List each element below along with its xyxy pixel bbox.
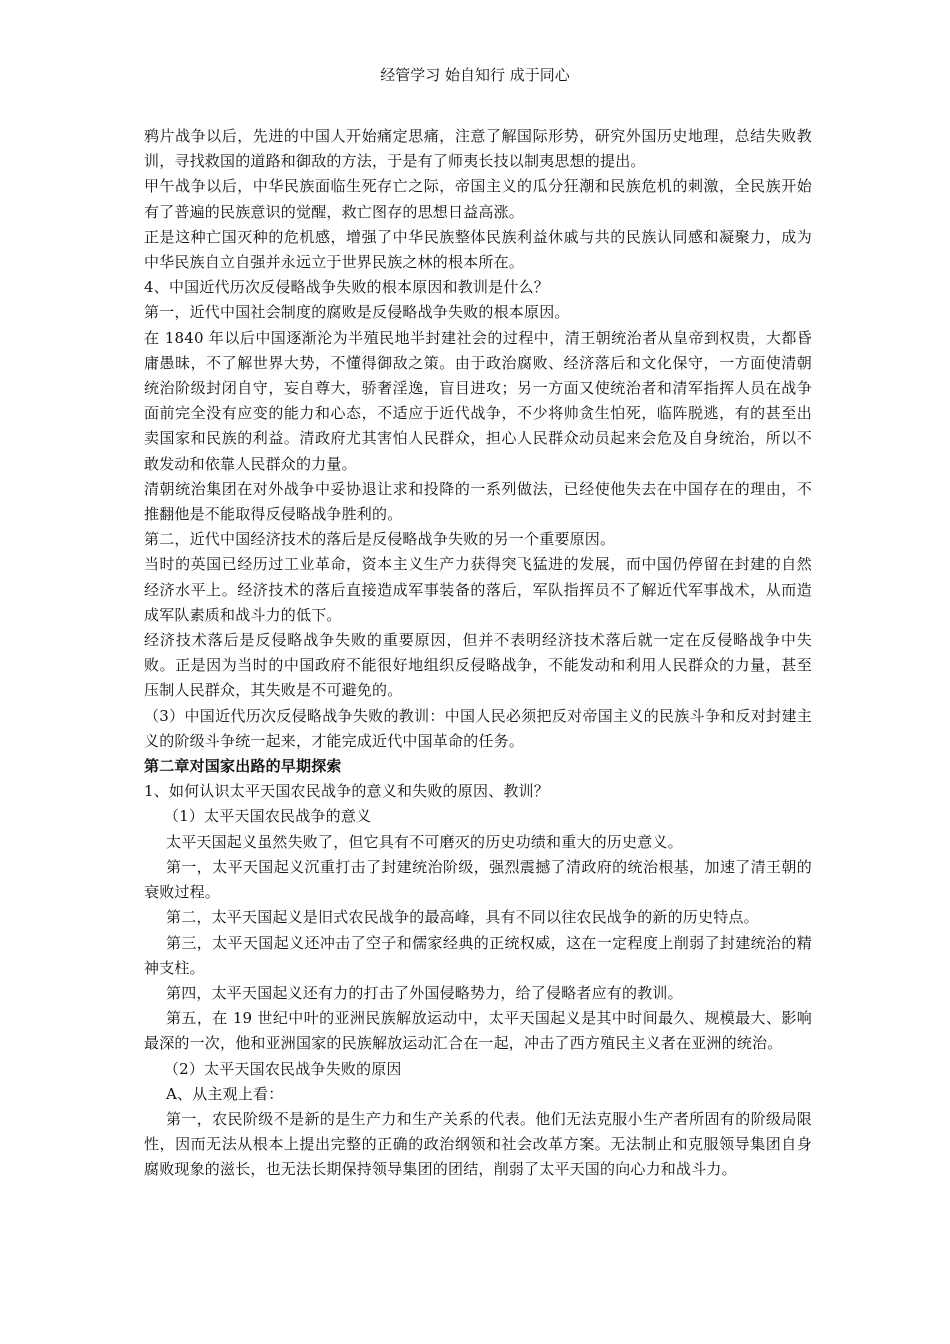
paragraph: 清朝统治集团在对外战争中妥协退让求和投降的一系列做法，已经使他失去在中国存在的理由，不推翻他是不能取得反侵略战争胜利的。 xyxy=(144,479,812,524)
paragraph: 经济技术落后是反侵略战争失败的重要原因，但并不表明经济技术落后就一定在反侵略战争中失败。正是因为当时的中国政府不能很好地组织反侵略战争，不能发动和利用人民群众的力量，甚至压制人民群众，其失败是不可避免的。 xyxy=(144,631,812,700)
paragraph: 第二，近代中国经济技术的落后是反侵略战争失败的另一个重要原因。 xyxy=(144,530,616,549)
page-header: 经管学习 始自知行 成于同心 xyxy=(380,66,570,84)
paragraph: 正是这种亡国灭种的危机感，增强了中华民族整体民族利益休戚与共的民族认同感和凝聚力，成为中华民族自立自强并永远立于世界民族之林的根本所在。 xyxy=(144,227,812,272)
paragraph: 第四，太平天国起义还有力的打击了外国侵略势力，给了侵略者应有的教训。 xyxy=(166,983,683,1002)
paragraph: 当时的英国已经历过工业革命，资本主义生产力获得突飞猛进的发展，而中国仍停留在封建的自然经济水平上。经济技术的落后直接造成军事装备的落后，军队指挥员不了解近代军事战术，从而造成军队素质和战斗力的低下。 xyxy=(144,555,812,624)
subsection-heading: A、从主观上看： xyxy=(166,1084,284,1103)
section-heading: （1）太平天国农民战争的意义 xyxy=(144,807,372,826)
section-heading: （2）太平天国农民战争失败的原因 xyxy=(144,1059,402,1078)
chapter-heading: 第二章对国家出路的早期探索 xyxy=(144,757,342,776)
paragraph: 在 1840 年以后中国逐渐沦为半殖民地半封建社会的过程中，清王朝统治者从皇帝到权贵，大都昏庸愚昧，不了解世界大势，不懂得御敌之策。由于政治腐败、经济落后和文化保守，一方面使清朝统治阶级封闭自守，妄自尊大，骄奢淫逸，盲目进攻；另一方面又使统治者和清军指挥人员在战争面前完全没有应变的能力和心态，不适应于近代战争，不少将帅贪生怕死，临阵脱逃，有的甚至出卖国家和民族的利益。清政府尤其害怕人民群众，担心人民群众动员起来会危及自身统治，所以不敢发动和依靠人民群众的力量。 xyxy=(144,328,812,473)
question-heading: 1、如何认识太平天国农民战争的意义和失败的原因、教训？ xyxy=(144,782,549,801)
paragraph: 太平天国起义虽然失败了，但它具有不可磨灭的历史功绩和重大的历史意义。 xyxy=(166,832,683,851)
paragraph: 鸦片战争以后，先进的中国人开始痛定思痛，注意了解国际形势，研究外国历史地理，总结失败教训，寻找救国的道路和御敌的方法，于是有了师夷长技以制夷思想的提出。 xyxy=(144,127,812,171)
paragraph: （3）中国近代历次反侵略战争失败的教训：中国人民必须把反对帝国主义的民族斗争和反对封建主义的阶级斗争统一起来，才能完成近代中国革命的任务。 xyxy=(144,706,812,750)
document-body xyxy=(144,124,812,1183)
paragraph: 第一，太平天国起义沉重打击了封建统治阶级，强烈震撼了清政府的统治根基，加速了清王朝的衰败过程。 xyxy=(144,857,812,902)
question-heading: 4、中国近代历次反侵略战争失败的根本原因和教训是什么？ xyxy=(144,278,549,297)
paragraph: 第五，在 19 世纪中叶的亚洲民族解放运动中，太平天国起义是其中时间最久、规模最大、影响最深的一次，他和亚洲国家的民族解放运动汇合在一起，冲击了西方殖民主义者在亚洲的统治。 xyxy=(144,1009,812,1053)
paragraph: 第三，太平天国起义还冲击了空子和儒家经典的正统权威，这在一定程度上削弱了封建统治的精神支柱。 xyxy=(144,933,812,977)
paragraph: 第二，太平天国起义是旧式农民战争的最高峰，具有不同以往农民战争的新的历史特点。 xyxy=(166,908,759,927)
paragraph: 甲午战争以后，中华民族面临生死存亡之际，帝国主义的瓜分狂潮和民族危机的刺激，全民族开始有了普遍的民族意识的觉醒，救亡图存的思想日益高涨。 xyxy=(144,177,812,221)
paragraph: 第一，农民阶级不是新的是生产力和生产关系的代表。他们无法克服小生产者所固有的阶级局限性，因而无法从根本上提出完整的正确的政治纲领和社会改革方案。无法制止和克服领导集团自身腐败现象的滋长，也无法长期保持领导集团的团结，削弱了太平天国的向心力和战斗力。 xyxy=(144,1109,812,1179)
paragraph: 第一，近代中国社会制度的腐败是反侵略战争失败的根本原因。 xyxy=(144,303,570,322)
